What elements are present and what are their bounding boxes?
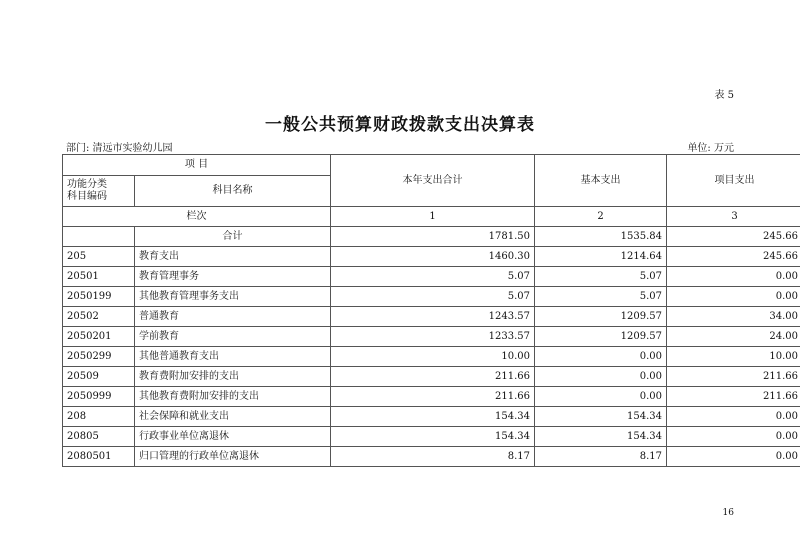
cell-basic: 5.07 bbox=[535, 287, 667, 307]
cell-name: 教育费附加安排的支出 bbox=[135, 367, 331, 387]
cell-total: 1460.30 bbox=[331, 247, 535, 267]
table-number: 表 5 bbox=[714, 90, 734, 101]
table-row bbox=[63, 387, 800, 407]
table-row bbox=[63, 427, 800, 447]
total-row-basic: 1535.84 bbox=[535, 227, 667, 247]
cell-name: 普通教育 bbox=[135, 307, 331, 327]
cell-name: 行政事业单位离退休 bbox=[135, 427, 331, 447]
cell-basic: 1209.57 bbox=[535, 327, 667, 347]
cell-project: 211.66 bbox=[667, 387, 800, 407]
cell-total: 154.34 bbox=[331, 427, 535, 447]
cell-name: 归口管理的行政单位离退休 bbox=[135, 447, 331, 467]
cell-basic: 154.34 bbox=[535, 427, 667, 447]
subject-name-header: 科目名称 bbox=[135, 176, 331, 207]
cell-total: 211.66 bbox=[331, 367, 535, 387]
table-row bbox=[63, 367, 800, 387]
cell-basic: 154.34 bbox=[535, 407, 667, 427]
total-row bbox=[63, 227, 800, 247]
cell-code: 2050201 bbox=[63, 327, 135, 347]
column-number-label: 栏次 bbox=[63, 207, 331, 227]
cell-code: 2080501 bbox=[63, 447, 135, 467]
page-number: 16 bbox=[722, 508, 734, 518]
cell-total: 8.17 bbox=[331, 447, 535, 467]
cell-project: 0.00 bbox=[667, 447, 800, 467]
func-code-header bbox=[63, 176, 135, 207]
cell-code: 208 bbox=[63, 407, 135, 427]
func-code-line1: 功能分类 bbox=[67, 179, 107, 190]
cell-code: 2050299 bbox=[63, 347, 135, 367]
column-number-2: 2 bbox=[535, 207, 667, 227]
cell-name: 教育支出 bbox=[135, 247, 331, 267]
total-row-code bbox=[63, 227, 135, 247]
project-expense-header: 项目支出 bbox=[667, 155, 800, 207]
cell-code: 205 bbox=[63, 247, 135, 267]
column-number-3: 3 bbox=[667, 207, 800, 227]
table-row bbox=[63, 267, 800, 287]
cell-basic: 1214.64 bbox=[535, 247, 667, 267]
unit-label: 单位: 万元 bbox=[687, 143, 734, 154]
cell-basic: 5.07 bbox=[535, 267, 667, 287]
cell-project: 211.66 bbox=[667, 367, 800, 387]
total-header: 本年支出合计 bbox=[331, 155, 535, 207]
cell-code: 20501 bbox=[63, 267, 135, 287]
cell-project: 0.00 bbox=[667, 287, 800, 307]
cell-name: 其他教育费附加安排的支出 bbox=[135, 387, 331, 407]
total-row-label: 合计 bbox=[135, 227, 331, 247]
cell-total: 5.07 bbox=[331, 267, 535, 287]
cell-total: 1233.57 bbox=[331, 327, 535, 347]
cell-code: 20502 bbox=[63, 307, 135, 327]
cell-code: 20509 bbox=[63, 367, 135, 387]
cell-code: 20805 bbox=[63, 427, 135, 447]
cell-basic: 0.00 bbox=[535, 347, 667, 367]
cell-name: 其他普通教育支出 bbox=[135, 347, 331, 367]
cell-project: 245.66 bbox=[667, 247, 800, 267]
cell-project: 10.00 bbox=[667, 347, 800, 367]
cell-total: 5.07 bbox=[331, 287, 535, 307]
cell-project: 34.00 bbox=[667, 307, 800, 327]
cell-basic: 8.17 bbox=[535, 447, 667, 467]
project-header: 项 目 bbox=[63, 155, 331, 176]
func-code-line2: 科目编码 bbox=[67, 191, 107, 202]
table-row bbox=[63, 307, 800, 327]
cell-name: 学前教育 bbox=[135, 327, 331, 347]
cell-total: 154.34 bbox=[331, 407, 535, 427]
column-number-1: 1 bbox=[331, 207, 535, 227]
cell-project: 0.00 bbox=[667, 267, 800, 287]
total-row-project: 245.66 bbox=[667, 227, 800, 247]
cell-name: 其他教育管理事务支出 bbox=[135, 287, 331, 307]
table-row bbox=[63, 347, 800, 367]
cell-project: 24.00 bbox=[667, 327, 800, 347]
table-row bbox=[63, 447, 800, 467]
cell-basic: 0.00 bbox=[535, 367, 667, 387]
basic-header: 基本支出 bbox=[535, 155, 667, 207]
expenditure-table bbox=[62, 154, 800, 467]
table-row bbox=[63, 287, 800, 307]
cell-project: 0.00 bbox=[667, 427, 800, 447]
cell-name: 教育管理事务 bbox=[135, 267, 331, 287]
department-label: 部门: 清远市实验幼儿园 bbox=[66, 143, 173, 154]
cell-basic: 1209.57 bbox=[535, 307, 667, 327]
table-row bbox=[63, 327, 800, 347]
cell-total: 10.00 bbox=[331, 347, 535, 367]
table-row bbox=[63, 247, 800, 267]
cell-total: 1243.57 bbox=[331, 307, 535, 327]
cell-total: 211.66 bbox=[331, 387, 535, 407]
cell-code: 2050199 bbox=[63, 287, 135, 307]
cell-name: 社会保障和就业支出 bbox=[135, 407, 331, 427]
cell-project: 0.00 bbox=[667, 407, 800, 427]
cell-code: 2050999 bbox=[63, 387, 135, 407]
page-title: 一般公共预算财政拨款支出决算表 bbox=[265, 115, 535, 135]
table-row bbox=[63, 407, 800, 427]
total-row-total: 1781.50 bbox=[331, 227, 535, 247]
cell-basic: 0.00 bbox=[535, 387, 667, 407]
